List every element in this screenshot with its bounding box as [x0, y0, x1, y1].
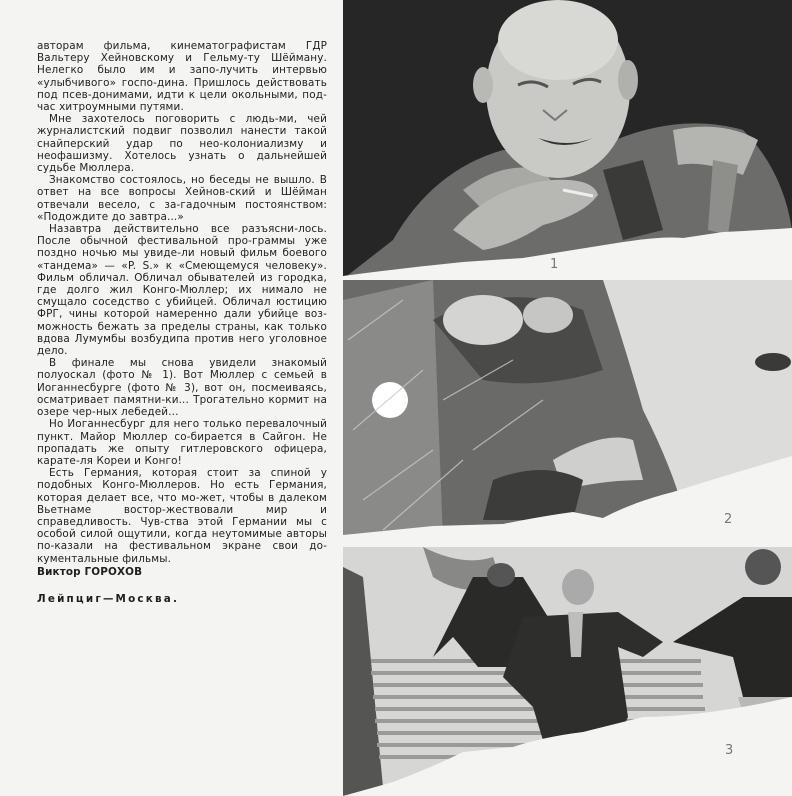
article-paragraph: Но Иоганнесбург для него только перевалочный пункт. Майор Мюллер со-бирается в Сайгон. Не пропадать же опыту гитлеровского офицера, карате-ля Кореи и Конго! [37, 418, 327, 467]
photo-number: 2 [724, 512, 733, 527]
article-paragraph: Знакомство состоялось, но беседы не вышло. В ответ на все вопросы Хейнов-ский и Шёйман отвечали весело, с за-гадочным постоянством: «Подождите до завтра...» [37, 174, 327, 223]
article-paragraph: авторам фильма, кинематографистам ГДР Вальтеру Хейновскому и Гельму-ту Шёйману. Нелегко было им и запо-лучить интервью «улыбчивого» госпо-дина. Пришлось действовать под псев-донимами, идти к цели окольными, под-час хитроумными путями. [37, 40, 327, 114]
article-paragraph: Есть Германия, которая стоит за спиной у подобных Конго-Мюллеров. Но есть Германия, которая делает все, что мо-жет, чтобы в далеком Вьетнаме востор-жествовали мир и справедливость. Чув-ства этой Германии мы с особой силой ощутили, когда неутомимые авторы по-казали на фестивальном экране свои до-кументальные фильмы. [37, 467, 327, 565]
photo-number: 3 [725, 743, 734, 758]
photo-1-portrait [343, 0, 792, 279]
article-paragraph: Мне захотелось поговорить с людь-ми, чей журналистский подвиг позволил нанести такой снайперский удар по нео-колониализму и неофашизму. Хотелось узнать о дальнейшей судьбе Мюллера. [37, 113, 327, 175]
author-signature: Виктор ГОРОХОВ [37, 565, 143, 578]
photo-2-scene [343, 280, 792, 546]
dateline-place: Лейпциг—Москва. [37, 592, 180, 605]
photo-number: 1 [550, 257, 559, 272]
photo-3-bench [343, 547, 792, 796]
article-paragraph: В финале мы снова увидели знакомый полуоскал (фото № 1). Вот Мюллер с семьей в Иоганнесбурге (фото № 3), вот он, посмеиваясь, осматривает памятни-ки... Трогательно кормит на озере чер-ных лебедей... [37, 357, 327, 419]
article-column [37, 40, 327, 605]
article-paragraph: Назавтра действительно все разъясни-лось. После обычной фестивальной про-граммы уже поздно ночью мы увиде-ли новый фильм боевого «тандема» — «P. S.» к «Смеющемуся человеку». Фильм обличал. Обличал обывателей из городка, где долго жил Конго-Мюллер; их нимало не смущало соседство с убийцей. Обличал юстицию ФРГ, чины которой намеренно дали убийце воз-можность бежать за пределы страны, как только вдова Лумумбы возбудипа против него уголовное дело. [37, 223, 327, 358]
